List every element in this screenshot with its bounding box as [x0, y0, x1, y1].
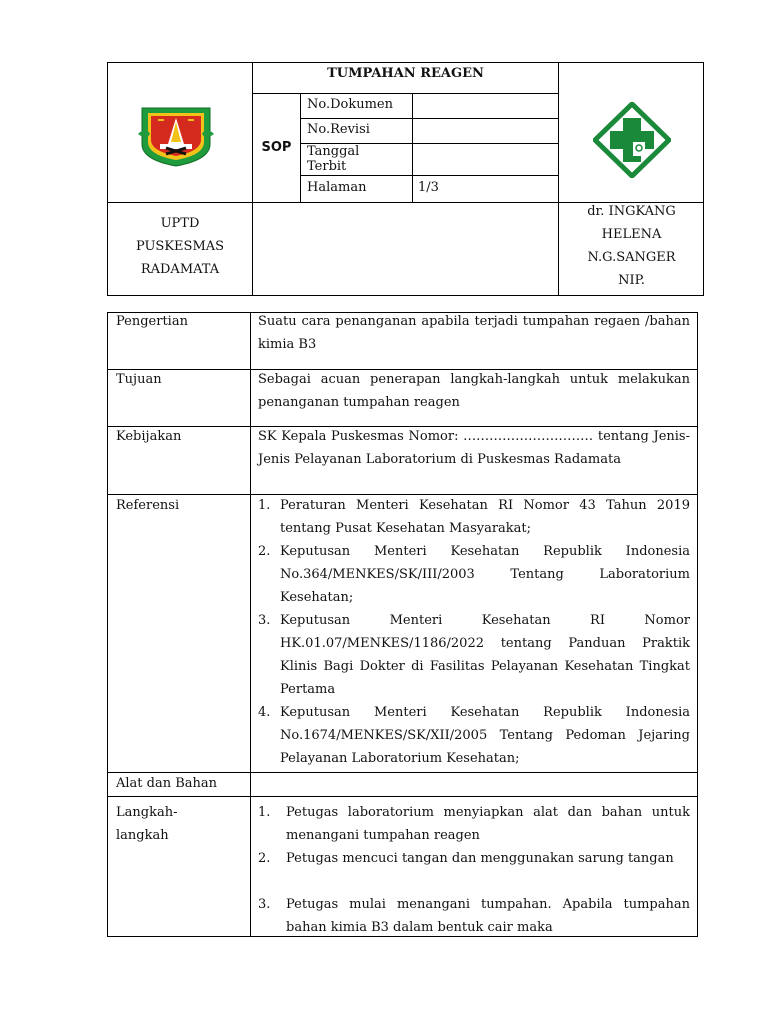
section-label-alat-bahan: Alat dan Bahan	[116, 776, 218, 791]
meta-label-no-dokumen: No.Dokumen	[307, 97, 393, 112]
section-text-pengertian: Suatu cara penanganan apabila terjadi tumpahan regaen /bahan kimia B3	[258, 314, 690, 352]
organization-name	[108, 212, 252, 281]
section-text-tujuan: Sebagai acuan penerapan langkah-langkah untuk melakukan penanganan tumpahan reagen	[258, 372, 690, 410]
list-item	[258, 847, 690, 870]
section-label-kebijakan: Kebijakan	[116, 429, 182, 444]
signer-block	[559, 200, 704, 292]
section-label-tujuan: Tujuan	[116, 372, 162, 387]
list-item	[258, 609, 690, 697]
list-item	[258, 801, 690, 843]
list-item	[258, 540, 690, 605]
list-item	[258, 893, 690, 935]
list-item-number: 3.	[258, 613, 271, 628]
meta-value-halaman: 1/3	[418, 180, 439, 195]
signer-line: NIP.	[618, 273, 645, 288]
section-label-langkah: Langkah-langkah	[116, 805, 178, 843]
list-item-number: 4.	[258, 705, 271, 720]
signer-line: dr. INGKANG	[587, 204, 676, 219]
bakti-husada-logo	[593, 102, 671, 178]
list-item-text: Keputusan Menteri Kesehatan Republik Indonesia No.1674/MENKES/SK/XII/2005 Tentang Pedoman Jejaring Pelayanan Laboratorium Kesehatan;	[280, 705, 690, 766]
org-line: PUSKESMAS	[135, 239, 225, 254]
list-item-number: 2.	[258, 544, 271, 559]
list-item-number: 1.	[258, 805, 271, 820]
signer-line: HELENA	[601, 227, 662, 242]
document-title: TUMPAHAN REAGEN	[327, 66, 484, 81]
list-item-text: Peraturan Menteri Kesehatan RI Nomor 43 Tahun 2019 tentang Pusat Kesehatan Masyarakat;	[280, 498, 690, 536]
list-item-number: 3.	[258, 897, 271, 912]
meta-label-no-revisi: No.Revisi	[307, 122, 370, 137]
langkah-list	[258, 801, 690, 935]
list-item	[258, 494, 690, 536]
list-item-text: Petugas mencuci tangan dan menggunakan sarung tangan	[286, 851, 674, 866]
list-item-number: 2.	[258, 851, 271, 866]
sop-label: SOP	[261, 140, 292, 155]
signer-line: N.G.SANGER	[587, 250, 676, 265]
referensi-list	[258, 494, 690, 770]
section-label-referensi: Referensi	[116, 498, 180, 513]
list-item-text: Keputusan Menteri Kesehatan Republik Indonesia No.364/MENKES/SK/III/2003 Tentang Laboratorium Kesehatan;	[280, 544, 690, 605]
puskesmas-emblem-logo	[136, 104, 216, 168]
list-item-text: Petugas laboratorium menyiapkan alat dan bahan untuk menangani tumpahan reagen	[286, 805, 690, 843]
meta-label-halaman: Halaman	[307, 180, 367, 195]
list-item-number: 1.	[258, 498, 271, 513]
list-item	[258, 701, 690, 766]
section-label-pengertian: Pengertian	[116, 314, 188, 329]
meta-label-tanggal-terbit: Tanggal Terbit	[307, 144, 360, 174]
list-item-text: Petugas mulai menangani tumpahan. Apabila tumpahan bahan kimia B3 dalam bentuk cair maka	[286, 897, 690, 935]
org-line: RADAMATA	[140, 262, 220, 277]
section-text-kebijakan: SK Kepala Puskesmas Nomor: ………………………… tentang Jenis-Jenis Pelayanan Laboratorium di Puskesmas Radamata	[258, 429, 690, 467]
list-item-text: Keputusan Menteri Kesehatan RI Nomor HK.01.07/MENKES/1186/2022 tentang Panduan Praktik Klinis Bagi Dokter di Fasilitas Pelayanan Kesehatan Tingkat Pertama	[280, 613, 690, 697]
org-line: UPTD	[160, 216, 200, 231]
